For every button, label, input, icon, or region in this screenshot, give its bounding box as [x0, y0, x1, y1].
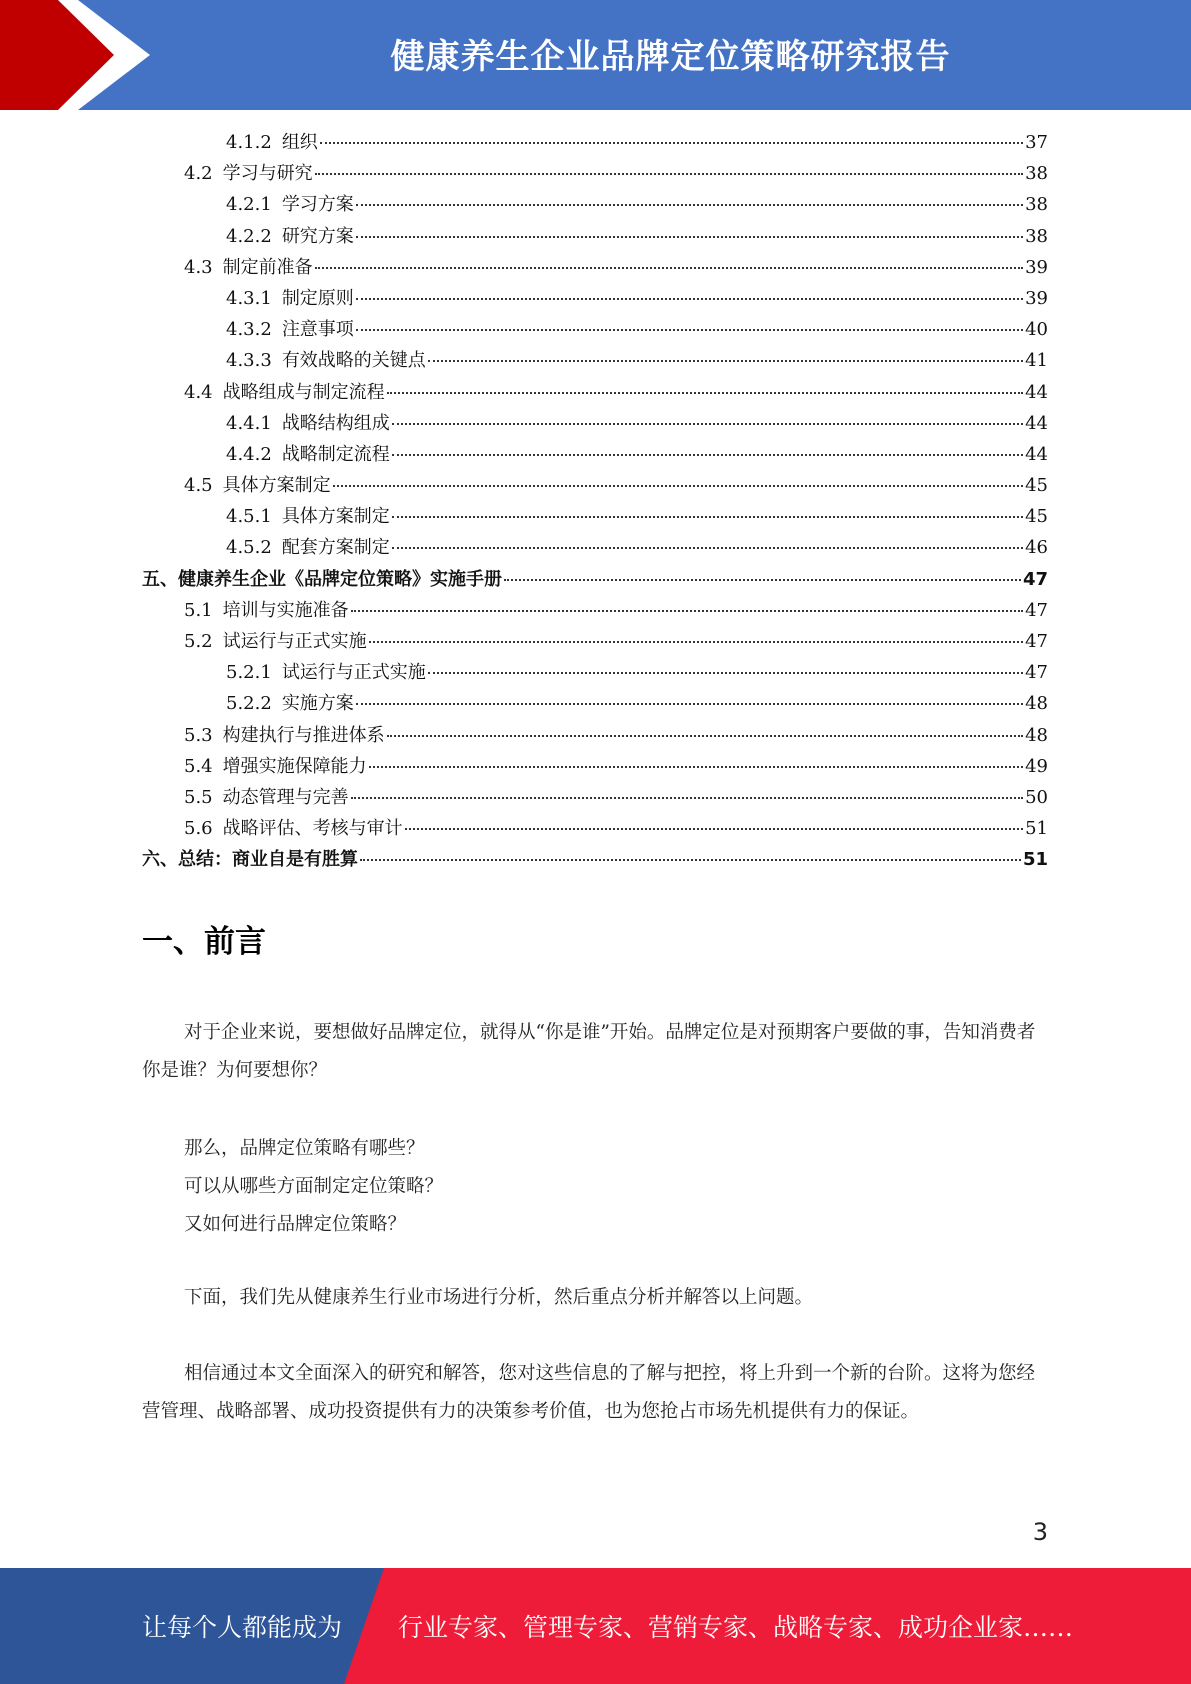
- toc-entry[interactable]: [142, 128, 1048, 159]
- toc-entry-label: 健康养生企业《品牌定位策略》实施手册: [178, 568, 502, 590]
- question-line: 那么，品牌定位策略有哪些？: [184, 1138, 425, 1159]
- footer-slogan-left: 让每个人都能成为: [142, 1613, 343, 1642]
- toc-entry-label: 组织: [281, 132, 318, 153]
- toc-entry[interactable]: [142, 689, 1048, 720]
- toc-entry-page: 41: [1025, 350, 1048, 372]
- toc-entry[interactable]: [142, 814, 1048, 845]
- toc-entry-number: 4.3.2: [226, 319, 272, 341]
- toc-entry-label: 制定前准备: [222, 256, 313, 278]
- toc-dot-leader: [356, 297, 1023, 300]
- toc-entry-number: 4.2.1: [226, 194, 272, 216]
- toc-entry-page: 49: [1025, 755, 1048, 777]
- toc-entry-number: 5.2.1: [226, 662, 272, 684]
- toc-dot-leader: [351, 609, 1023, 612]
- toc-entry-page: 45: [1025, 506, 1048, 528]
- toc-entry-page: 39: [1025, 287, 1048, 309]
- toc-entry-page: 38: [1025, 194, 1048, 216]
- toc-entry-page: 51: [1022, 849, 1048, 871]
- toc-dot-leader: [356, 235, 1023, 238]
- page-footer: [0, 1568, 1191, 1684]
- toc-entry[interactable]: [142, 783, 1048, 814]
- toc-entry-label: 试运行与正式实施: [222, 631, 367, 652]
- toc-entry-label: 试运行与正式实施: [281, 662, 426, 684]
- toc-entry-label: 具体方案制定: [281, 506, 390, 528]
- toc-entry[interactable]: [142, 190, 1048, 221]
- intro-paragraph: 对于企业来说，要想做好品牌定位，就得从“你是谁”开始。品牌定位是对预期客户要做的事，告知消费者你是谁？为何要想你？: [142, 1022, 1036, 1081]
- toc-dot-leader: [504, 578, 1021, 581]
- toc-dot-leader: [387, 391, 1023, 394]
- toc-entry-page: 45: [1025, 475, 1048, 497]
- toc-entry-page: 38: [1025, 225, 1048, 247]
- toc-entry-number: 4.4.1: [226, 412, 272, 434]
- toc-entry-page: 47: [1025, 631, 1048, 652]
- toc-entry[interactable]: [142, 721, 1048, 752]
- toc-dot-leader: [392, 422, 1023, 425]
- body-paragraph: 下面，我们先从健康养生行业市场进行分析，然后重点分析并解答以上问题。: [184, 1287, 814, 1308]
- toc-entry-number: 4.3: [184, 256, 213, 278]
- toc-entry[interactable]: [142, 284, 1048, 315]
- page-header: [0, 0, 1191, 110]
- toc-entry-number: 5.2.2: [226, 693, 272, 715]
- toc-entry-page: 44: [1025, 412, 1048, 434]
- toc-dot-leader: [369, 765, 1023, 768]
- section-title: 一、前言: [142, 924, 266, 960]
- toc-entry-number: 4.4.2: [226, 443, 272, 465]
- toc-entry-page: 51: [1025, 818, 1048, 840]
- toc-dot-leader: [356, 203, 1023, 206]
- toc-entry-number: 5.4: [184, 755, 213, 777]
- toc-entry-number: 5.5: [184, 786, 213, 808]
- header-title: 健康养生企业品牌定位策略研究报告: [390, 36, 951, 77]
- toc-entry[interactable]: [142, 315, 1048, 346]
- toc-entry-label: 配套方案制定: [281, 537, 390, 559]
- toc-entry-number: 五、: [142, 568, 178, 590]
- toc-entry-page: 44: [1025, 443, 1048, 465]
- toc-entry-page: 50: [1025, 786, 1048, 808]
- toc-dot-leader: [351, 796, 1023, 799]
- toc-dot-leader: [405, 827, 1023, 830]
- toc-entry-label: 战略评估、考核与审计: [222, 818, 403, 840]
- toc-entry-label: 动态管理与完善: [222, 786, 349, 808]
- toc-entry-number: 4.1.2: [226, 132, 272, 153]
- toc-entry[interactable]: [142, 627, 1048, 658]
- toc-entry-page: 40: [1025, 319, 1048, 341]
- toc-entry-label: 增强实施保障能力: [222, 755, 367, 777]
- toc-entry-page: 48: [1025, 693, 1048, 715]
- toc-entry[interactable]: [142, 565, 1048, 596]
- toc-entry-label: 学习与研究: [222, 163, 313, 185]
- toc-dot-leader: [369, 640, 1023, 643]
- toc-dot-leader: [360, 858, 1021, 861]
- table-of-contents: [142, 128, 1048, 877]
- toc-entry[interactable]: [142, 346, 1048, 377]
- toc-entry[interactable]: [142, 658, 1048, 689]
- toc-dot-leader: [428, 359, 1023, 362]
- toc-dot-leader: [356, 328, 1023, 331]
- toc-entry-page: 39: [1025, 256, 1048, 278]
- toc-entry-page: 44: [1025, 381, 1048, 403]
- toc-entry-page: 47: [1025, 662, 1048, 684]
- toc-entry-label: 培训与实施准备: [222, 599, 349, 621]
- toc-entry-number: 4.5.2: [226, 537, 272, 559]
- toc-entry-number: 4.5: [184, 475, 213, 497]
- toc-entry[interactable]: [142, 409, 1048, 440]
- header-chevron-decoration: [0, 0, 160, 110]
- toc-dot-leader: [392, 515, 1023, 518]
- toc-entry-page: 47: [1022, 568, 1048, 590]
- toc-entry-number: 六、: [142, 849, 178, 871]
- toc-entry-number: 4.3.1: [226, 287, 272, 309]
- toc-entry[interactable]: [142, 253, 1048, 284]
- question-line: 可以从哪些方面制定定位策略？: [184, 1176, 444, 1197]
- toc-entry-label: 学习方案: [281, 194, 354, 216]
- toc-entry-label: 总结：商业自是有胜算: [178, 849, 358, 871]
- toc-entry-page: 48: [1025, 724, 1048, 746]
- toc-entry-page: 38: [1025, 163, 1048, 185]
- toc-dot-leader: [392, 546, 1023, 549]
- toc-entry[interactable]: [142, 471, 1048, 502]
- toc-entry-label: 研究方案: [281, 225, 354, 247]
- question-line: 又如何进行品牌定位策略？: [184, 1214, 407, 1235]
- toc-entry-number: 4.5.1: [226, 506, 272, 528]
- toc-entry-number: 4.2: [184, 163, 213, 185]
- toc-entry-page: 46: [1025, 537, 1048, 559]
- toc-entry[interactable]: [142, 752, 1048, 783]
- toc-entry-number: 5.3: [184, 724, 213, 746]
- toc-entry[interactable]: [142, 378, 1048, 409]
- page-number: 3: [1032, 1518, 1048, 1546]
- toc-dot-leader: [387, 734, 1023, 737]
- body-paragraph: 相信通过本文全面深入的研究和解答，您对这些信息的了解与把控，将上升到一个新的台阶。这将为您经营管理、战略部署、成功投资提供有力的决策参考价值，也为您抢占市场先机提供有力的保证。: [142, 1363, 1036, 1422]
- toc-entry-label: 有效战略的关键点: [281, 350, 426, 372]
- toc-dot-leader: [356, 702, 1023, 705]
- toc-dot-leader: [428, 671, 1023, 674]
- toc-dot-leader: [320, 141, 1023, 144]
- toc-entry-label: 制定原则: [281, 287, 354, 309]
- toc-entry-label: 注意事项: [281, 319, 354, 341]
- toc-entry-page: 37: [1025, 132, 1048, 153]
- toc-entry-number: 4.3.3: [226, 350, 272, 372]
- toc-entry[interactable]: [142, 159, 1048, 190]
- footer-slogan-right: 行业专家、管理专家、营销专家、战略专家、成功企业家……: [398, 1613, 1074, 1642]
- toc-entry-number: 4.2.2: [226, 225, 272, 247]
- toc-entry-label: 具体方案制定: [222, 475, 331, 497]
- toc-entry[interactable]: [142, 596, 1048, 627]
- toc-entry-label: 实施方案: [281, 693, 354, 715]
- toc-entry-number: 4.4: [184, 381, 213, 403]
- toc-entry[interactable]: [142, 440, 1048, 471]
- toc-entry-label: 战略组成与制定流程: [222, 381, 385, 403]
- toc-entry[interactable]: [142, 845, 1048, 876]
- toc-entry-label: 战略制定流程: [281, 443, 390, 465]
- toc-entry-number: 5.6: [184, 818, 213, 840]
- toc-entry-label: 构建执行与推进体系: [222, 724, 385, 746]
- toc-entry[interactable]: [142, 533, 1048, 564]
- toc-dot-leader: [315, 172, 1023, 175]
- toc-dot-leader: [392, 453, 1023, 456]
- toc-entry-page: 47: [1025, 599, 1048, 621]
- toc-dot-leader: [333, 484, 1023, 487]
- toc-entry-label: 战略结构组成: [281, 412, 390, 434]
- toc-entry[interactable]: [142, 502, 1048, 533]
- toc-entry[interactable]: [142, 222, 1048, 253]
- toc-entry-number: 5.1: [184, 599, 213, 621]
- toc-entry-number: 5.2: [184, 631, 213, 652]
- toc-dot-leader: [315, 266, 1023, 269]
